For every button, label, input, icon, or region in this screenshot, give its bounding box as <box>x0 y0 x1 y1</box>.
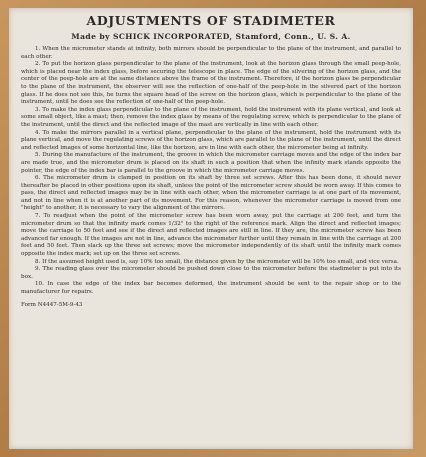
paragraph-6: 6. The micrometer drum is clamped in position on its shaft by three set screws. After this has been done, it should never thereafter be placed in other positions upon its shaft, unless the point of the micrometer screw should be worn away. If this comes to pass, the direct and reflected images may be in line with each other, when the micrometer carriage is at one part of its movement, and not in line when it is at another part of its movement. For this reason, whenever the micrometer carriage is moved from one "height" to another, it is necessary to vary the alignment of the mirrors. <box>21 175 401 212</box>
paragraph-1: 1. When the micrometer stands at infinity, both mirrors should be perpendicular to the plane of the instrument, and parallel to each other. <box>21 46 401 60</box>
paragraph-9: 9. The reading glass over the micrometer should be pushed down close to the micrometer before the stadimeter is put into its box. <box>21 266 401 280</box>
paragraph-8: 8. If the assumed height used is, say 10% too small, the distance given by the micrometer will be 10% too small, and vice versa. <box>35 258 399 265</box>
paragraph-5: 5. During the manufacture of the instrument, the groove in which the micrometer carriage moves and the edge of the index bar are made true, and the micrometer drum is placed on its shaft in such a position that when the infinity mark stands opposite the pointer, the edge of the index bar is parallel to the groove in which the micrometer carriage moves. <box>21 152 401 174</box>
document-title: ADJUSTMENTS OF STADIMETER <box>86 13 336 28</box>
paragraph-2: 2. To put the horizon glass perpendicular to the plane of the instrument, look at the horizon glass through the small peep-hole, which is placed near the index glass, before securing the telescope in place. The edge of the silvering of the horizon glass, and the center of the peep-hole are at the same distance above the frame of the instrument. Therefore, if the horizon glass be perpendicular to the plane of the instrument, the observer will see the reflection of one-half of the peep-hole in the silvered part of the horizon glass. If he does not see this, he turns the square head of the screw on the horizon glass, which is perpendicular to the plane of the instrument, until he does see the reflection of one-half of the peep-hole. <box>21 61 401 106</box>
manufacturer-line: Made by SCHICK INCORPORATED, Stamford, Conn., U. S. A. <box>71 32 351 41</box>
paragraph-7: 7. To readjust when the point of the micrometer screw has been worn away, put the carriage at 200 feet, and turn the micrometer drum so that the infinity mark comes 1/32" to the right of the reference mark. Align the direct and reflected images; move the carriage to 50 feet and see if the direct and reflected images are still in line. If they are, the micrometer screw has been advanced far enough. If the images are not in line, advance the micrometer further until they remain in line with the carriage at 200 feet and 50 feet. Then slack up the three set screws; move the micrometer independently of its shaft until the infinity mark comes opposite the index mark; set up on the three set screws. <box>21 213 401 258</box>
instruction-card <box>9 8 413 449</box>
paragraph-3: 3. To make the index glass perpendicular to the plane of the instrument, hold the instrument with its plane vertical, and look at some small object, like a mast; then, remove the index glass by means of the regulating screw, which is perpendicular to the plane of the instrument, until the direct and the reflected image of the mast are vertically in line with each other. <box>21 106 401 128</box>
paragraph-10: 10. In case the edge of the index bar becomes deformed, the instrument should be sent to the repair shop or to the manufacturer for repairs. <box>21 281 401 295</box>
paragraph-4: 4. To make the mirrors parallel in a vertical plane, perpendicular to the plane of the instrument, hold the instrument with its plane vertical, and move the regulating screws of the horizon glass, which are parallel to the plane of the instrument, until the direct and reflected images of some horizontal line, like the horizon, are in line with each other, the micrometer being at infinity. <box>21 129 401 151</box>
form-number: Form N4447-5M-9-43 <box>21 301 83 308</box>
